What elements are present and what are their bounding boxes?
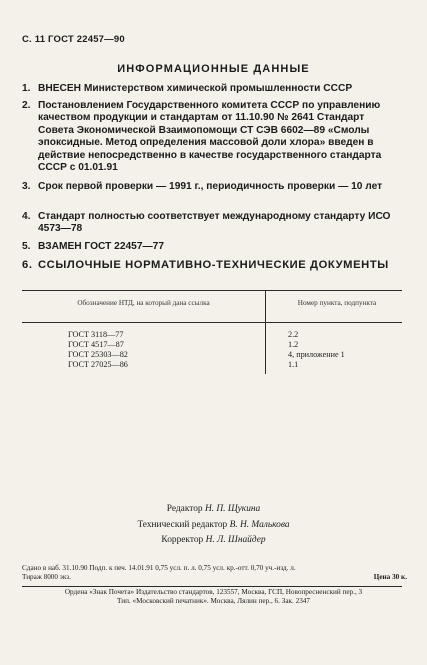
item-number: 3. [22, 181, 31, 192]
ntd-cell: ГОСТ 25303—82 [68, 350, 128, 359]
table-row [22, 340, 402, 350]
page-header: С. 11 ГОСТ 22457—90 [22, 34, 125, 45]
print-run: Тираж 8000 экз. [22, 572, 71, 581]
table-top-rule [22, 290, 402, 291]
clause-cell: 2.2 [288, 330, 299, 339]
item-number: 1. [22, 83, 31, 94]
tech-editor-name: В. Н. Малькова [229, 519, 290, 530]
table-header-rule [22, 322, 402, 323]
clause-cell: 1.1 [288, 360, 299, 369]
corrector-role: Корректор [161, 535, 204, 545]
item-text: Стандарт полностью соответствует международному стандарту ИСО 4573—78 [38, 211, 391, 235]
price: Цена 30 к. [373, 572, 407, 581]
info-item-1 [22, 83, 402, 95]
clause-cell: 4, приложение 1 [288, 350, 345, 359]
item-text: Постановлением Государственного комитета СССР по управлению качеством продукции и стандартам от 11.10.90 № 2641 Стандарт Совета Экономической Взаимопомощи СТ СЭВ 6602—89 «Смолы эпоксидные. Метод определения массовой доли хлора» введен в действие непосредственно в качестве государственного стандарта СССР с 01.01.91 [38, 100, 382, 174]
credits-block [0, 502, 427, 549]
clause-cell: 1.2 [288, 340, 299, 349]
ntd-cell: ГОСТ 3118—77 [68, 330, 124, 339]
table-column-divider [265, 290, 266, 322]
item-number: 4. [22, 211, 31, 222]
section-title: ИНФОРМАЦИОННЫЕ ДАННЫЕ [117, 63, 310, 75]
editor-role: Редактор [166, 504, 203, 514]
imprint-line-2-row [22, 573, 407, 582]
corrector-name: Н. Л. Шнайдер [205, 535, 266, 545]
imprint-line-1: Сдано в наб. 31.10.90 Подп. к печ. 14.01.91 0,75 усл. п. л. 0,75 усл. кр.-отт. 0,70 уч.-изд. л. [22, 564, 296, 572]
item-number: 5. [22, 241, 31, 252]
editor-line [0, 502, 427, 518]
table-row [22, 330, 402, 340]
info-item-2 [22, 100, 402, 174]
info-item-3 [22, 181, 402, 193]
item-text: Срок первой проверки — 1991 г., периодичность проверки — 10 лет [38, 181, 383, 192]
ntd-cell: ГОСТ 4517—87 [68, 340, 124, 349]
ntd-cell: ГОСТ 27025—86 [68, 360, 128, 369]
info-item-6 [22, 259, 402, 273]
table-row [22, 350, 402, 360]
editor-name: Н. П. Щукина [204, 504, 261, 514]
tech-editor-line [0, 518, 427, 534]
table-header-clause: Номер пункта, подпункта [297, 299, 377, 307]
imprint-block [22, 564, 407, 581]
corrector-line [0, 533, 427, 549]
item-text: ССЫЛОЧНЫЕ НОРМАТИВНО-ТЕХНИЧЕСКИЕ ДОКУМЕНТЫ [38, 259, 389, 271]
item-number: 6. [22, 259, 33, 271]
info-item-4 [22, 211, 402, 236]
item-text: ВНЕСЕН Министерством химической промышленности СССР [38, 83, 353, 94]
publisher-footer [0, 588, 427, 606]
publisher-line: Ордена «Знак Почета» Издательство стандартов, 123557, Москва, ГСП, Новопресненский пер., 3 [64, 588, 363, 596]
table-header-ntd: Обозначение НТД, на который дана ссылка [77, 299, 210, 307]
info-item-5 [22, 241, 402, 253]
table-row [22, 360, 402, 370]
item-text: ВЗАМЕН ГОСТ 22457—77 [38, 241, 165, 252]
item-number: 2. [22, 100, 31, 111]
printer-line: Тип. «Московский печатник». Москва, Лялин пер., 6. Зак. 2347 [117, 596, 310, 605]
tech-editor-role: Технический редактор [137, 519, 228, 530]
footer-rule [22, 586, 402, 587]
